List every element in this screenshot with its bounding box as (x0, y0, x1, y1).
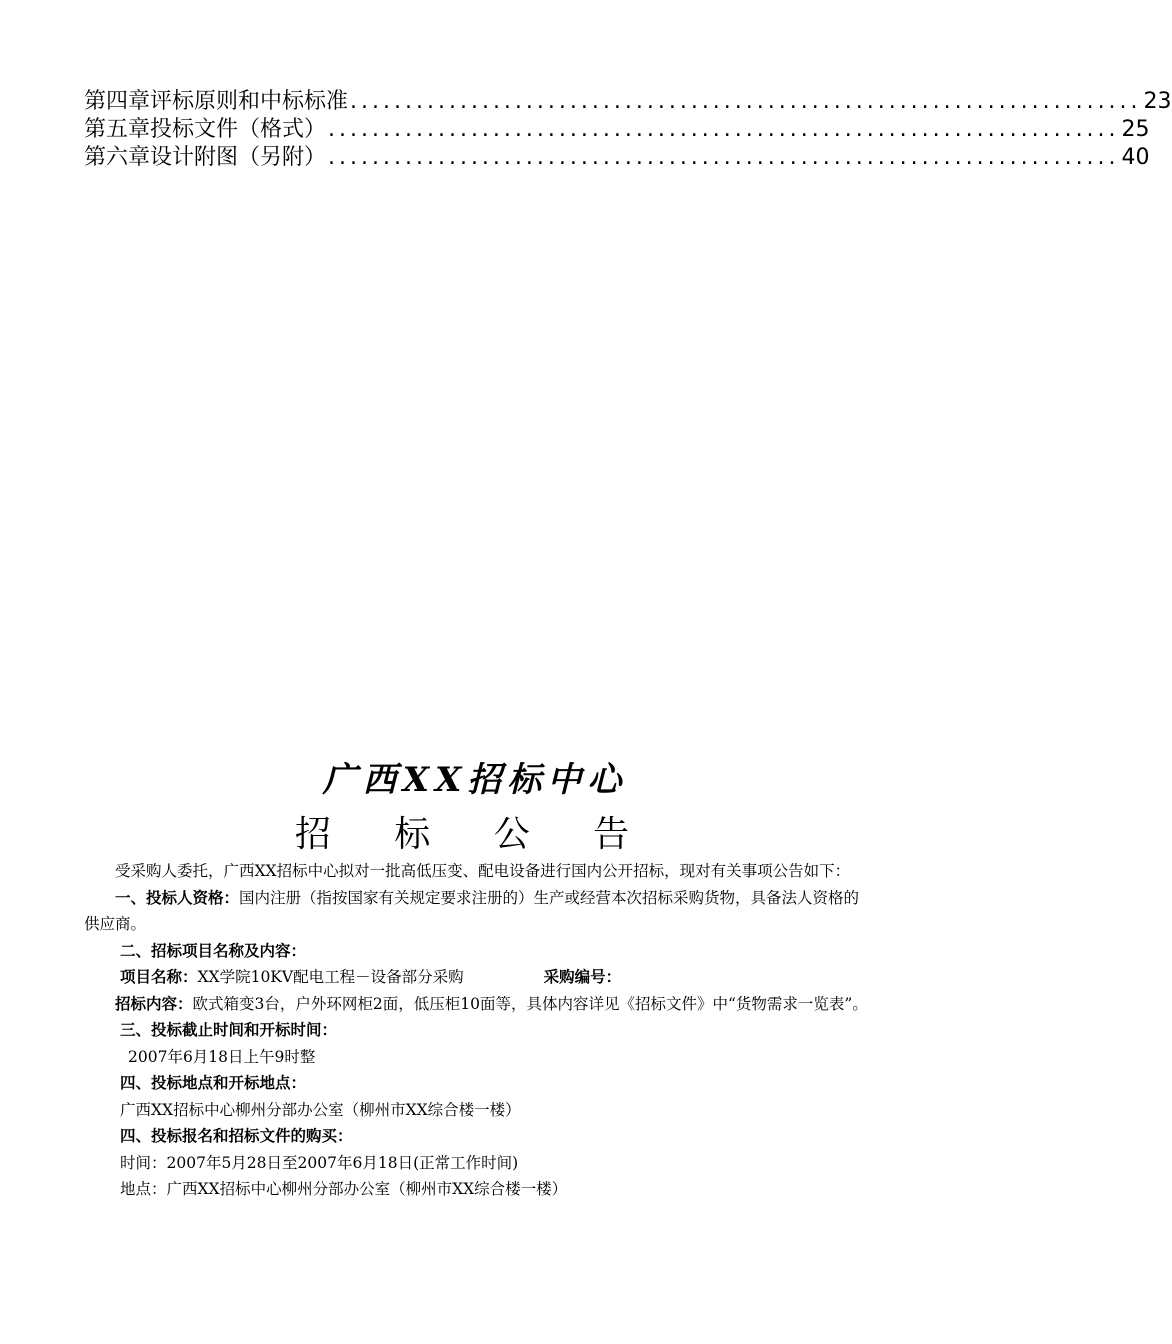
section-text: 国内注册（指按国家有关规定要求注册的）生产或经营本次招标采购货物，具备法人资格的供应商。 (84, 888, 860, 933)
toc-page-number: 25 (1121, 117, 1150, 142)
toc-chapter-title: 设计附图（另附） (150, 145, 327, 170)
registration-time-text: 时间：2007年5月28日至2007年6月18日(正常工作时间) (120, 1153, 519, 1172)
toc-row-chapter-5[interactable] (84, 116, 1150, 144)
section-heading: 四、投标地点和开标地点： (120, 1073, 307, 1092)
bidder-qualification-paragraph (84, 885, 868, 938)
toc-row-chapter-4[interactable] (84, 88, 1172, 116)
toc-leader-dots: ........................................................................ (328, 117, 1120, 142)
field-label: 项目名称： (120, 967, 198, 986)
toc-page-number: 40 (1121, 145, 1150, 170)
content-paragraph (84, 991, 868, 1018)
field-value: XX学院10KV配电工程－设备部分采购 (197, 968, 464, 986)
field-label: 采购编号： (543, 967, 622, 986)
toc-chapter-label: 第五章 (84, 117, 151, 142)
toc-chapter-label: 第六章 (84, 145, 151, 170)
location-text: 广西XX招标中心柳州分部办公室（柳州市XX综合楼一楼） (120, 1100, 521, 1119)
section-heading: 三、投标截止时间和开标时间： (120, 1020, 338, 1039)
toc-row-chapter-6[interactable] (84, 144, 1150, 172)
toc-page-number: 23 (1143, 89, 1172, 114)
toc-chapter-title: 投标文件（格式） (150, 117, 327, 142)
toc-leader-dots: ........................................................................ (350, 89, 1142, 114)
field-label: 招标内容： (115, 993, 193, 1013)
registration-place-text: 地点：广西XX招标中心柳州分部办公室（柳州市XX综合楼一楼） (120, 1180, 568, 1198)
toc-leader-dots: ........................................................................ (328, 145, 1120, 170)
deadline-text: 2007年6月18日上午9时整 (128, 1047, 316, 1066)
notice-body (84, 858, 868, 1203)
section-heading: 一、投标人资格： (115, 887, 240, 907)
table-of-contents (84, 88, 1172, 172)
organization-title: 广西XX招标中心 (322, 760, 628, 800)
intro-paragraph: 受采购人委托，广西XX招标中心拟对一批高低压变、配电设备进行国内公开招标，现对有关事项公告如下： (115, 862, 851, 880)
toc-chapter-title: 评标原则和中标标准 (150, 89, 349, 114)
section-heading: 四、投标报名和招标文件的购买： (120, 1126, 353, 1145)
notice-title: 招 标 公 告 (294, 814, 656, 855)
section-heading: 二、招标项目名称及内容： (120, 940, 307, 960)
field-value: 欧式箱变3台，户外环网柜2面，低压柜10面等，具体内容详见《招标文件》中“货物需求一览表”。 (192, 994, 868, 1013)
project-name-line (84, 964, 868, 991)
toc-chapter-label: 第四章 (84, 89, 151, 114)
